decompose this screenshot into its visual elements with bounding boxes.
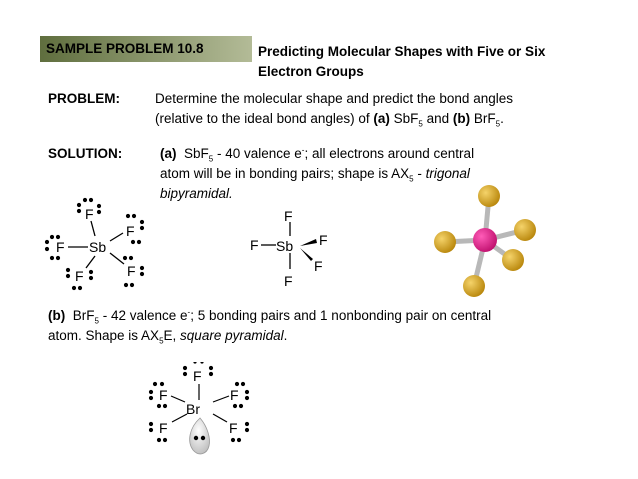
problem-text — [155, 89, 513, 129]
problem-label: PROBLEM: — [48, 91, 120, 106]
fluorine-ball-front — [502, 249, 524, 271]
solution-line-2: atom will be in bonding pairs; shape is $AX_5$ - trigonal — [160, 166, 470, 184]
f-axial-top: F — [284, 208, 293, 224]
f-equatorial-left: F — [250, 237, 259, 253]
wedge-bond-marker — [300, 248, 313, 261]
f-atom-bottom-right: F — [127, 263, 136, 279]
title-line-1: Predicting Molecular Shapes with Five or Six — [258, 44, 546, 59]
f-basal-lower-right: F — [229, 420, 238, 436]
fluorine-ball-top — [478, 185, 500, 207]
part-b-line-1: (b) BrF$_5$ - 42 valence e-; 5 bonding pairs and 1 nonbonding pair on central — [48, 307, 492, 326]
sbf5-wedge-structure — [240, 205, 340, 291]
brf5-lewis-structure — [145, 362, 255, 458]
f-atom-right-upper: F — [126, 223, 135, 239]
fluorine-ball-right — [514, 219, 536, 241]
f-atom-left: F — [56, 239, 65, 255]
f-basal-upper-right: F — [230, 387, 239, 403]
f-atom-top: F — [85, 206, 94, 222]
solution-line-1: (a) SbF$_5$ - 40 valence e-; all electrons around central — [160, 145, 475, 164]
problem-title — [258, 42, 545, 82]
solution-label: SOLUTION: — [48, 146, 123, 161]
sbf5-lewis-structure — [40, 196, 165, 292]
f-equatorial-back: F — [319, 232, 328, 248]
f-basal-upper-left: F — [159, 387, 168, 403]
title-line-2: Electron Groups — [258, 64, 364, 79]
problem-line-2: (relative to the ideal bond angles) of (a) SbF$_5$ and (b) BrF$_5$. — [155, 111, 504, 129]
f-axial-bottom: F — [284, 273, 293, 289]
lone-pair-lobe — [190, 418, 210, 454]
f-apical: F — [193, 368, 202, 384]
f-equatorial-front: F — [314, 258, 323, 274]
fluorine-ball-left — [434, 231, 456, 253]
sb-atom-label: Sb — [89, 239, 107, 255]
br-center-label: Br — [186, 401, 200, 417]
sbf5-ball-and-stick-model — [425, 180, 545, 305]
solution-line-3: bipyramidal. — [160, 186, 233, 201]
antimony-ball-center — [473, 228, 497, 252]
sb-center-label: Sb — [276, 238, 294, 254]
fluorine-ball-bottom — [463, 275, 485, 297]
sample-problem-label: SAMPLE PROBLEM 10.8 — [46, 41, 204, 56]
f-atom-bottom-left: F — [75, 268, 84, 284]
part-b-line-2: atom. Shape is $AX_5E$, square pyramidal. — [48, 328, 288, 346]
dashed-bond-marker — [300, 239, 317, 246]
f-basal-lower-left: F — [159, 420, 168, 436]
problem-line-1: Determine the molecular shape and predict the bond angles — [155, 91, 513, 106]
part-b-text — [48, 306, 491, 346]
